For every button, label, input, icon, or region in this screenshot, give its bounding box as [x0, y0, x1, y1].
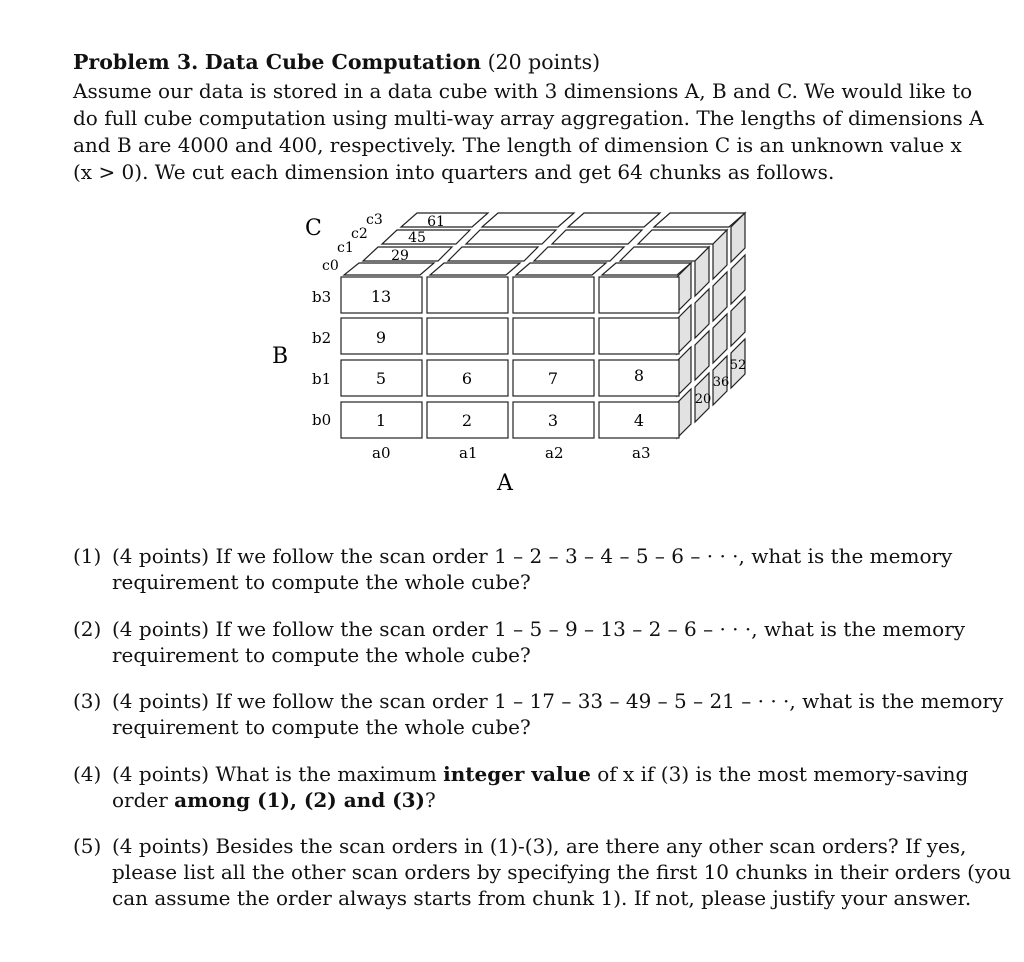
chunk-number: 1 [375, 411, 387, 430]
data-cube-figure [240, 200, 780, 500]
top-face [344, 263, 434, 275]
b-tick: b1 [312, 370, 332, 388]
problem-label: Problem 3. [73, 50, 199, 74]
question-number: (2) [73, 617, 102, 641]
side-face [695, 289, 709, 338]
problem-points: (20 points) [487, 50, 601, 74]
question-text: requirement to compute the whole cube? [112, 715, 531, 739]
side-face [713, 314, 727, 363]
question-text: order among (1), (2) and (3)? [112, 788, 436, 812]
top-face [382, 230, 470, 244]
top-face [482, 213, 574, 227]
intro-line-3: and B are 4000 and 400, respectively. The length of dimension C is an unknown value x [73, 133, 962, 157]
question-number: (1) [73, 544, 102, 568]
top-face [430, 263, 520, 275]
a-tick: a3 [632, 444, 651, 462]
chunk-number: 45 [408, 230, 426, 246]
top-face [534, 247, 624, 261]
top-face [448, 247, 538, 261]
side-face [713, 272, 727, 321]
dim-a-label: A [497, 471, 513, 496]
a-tick: a0 [372, 444, 391, 462]
b-tick: b3 [312, 288, 332, 306]
question-text: (4 points) If we follow the scan order 1 – 17 – 33 – 49 – 5 – 21 – · · ·, what is the memory [112, 689, 1004, 713]
chunk-number: 6 [461, 369, 473, 388]
chunk-number: 61 [427, 214, 445, 230]
chunk-number: 36 [712, 375, 730, 390]
c-tick: c1 [337, 240, 354, 256]
side-face [731, 255, 745, 304]
intro-line-1: Assume our data is stored in a data cube with 3 dimensions A, B and C. We would like to [73, 79, 973, 103]
front-face [427, 277, 508, 313]
c-tick: c3 [366, 212, 383, 228]
top-face [638, 230, 727, 244]
side-face [731, 297, 745, 346]
question-text: please list all the other scan orders by specifying the first 10 chunks in their orders (you [112, 860, 1012, 884]
front-face [513, 318, 594, 354]
c-tick: c0 [322, 258, 339, 274]
c-tick: c2 [351, 226, 368, 242]
chunk-number: 9 [375, 328, 387, 347]
question-text: requirement to compute the whole cube? [112, 643, 531, 667]
front-face [427, 318, 508, 354]
dim-c-label: C [305, 216, 322, 241]
question-number: (3) [73, 689, 102, 713]
a-tick: a2 [545, 444, 564, 462]
front-face [513, 277, 594, 313]
top-face [516, 263, 606, 275]
top-face [602, 263, 691, 275]
problem-heading [73, 50, 600, 74]
question-number: (4) [73, 762, 102, 786]
question-text: can assume the order always starts from chunk 1). If not, please justify your answer. [112, 886, 972, 910]
front-face [599, 318, 679, 354]
question-text: (4 points) Besides the scan orders in (1)-(3), are there any other scan orders? If yes, [112, 834, 967, 858]
chunk-number: 13 [370, 287, 392, 306]
dim-b-label: B [272, 344, 289, 369]
question-number: (5) [73, 834, 102, 858]
chunk-number: 4 [633, 411, 645, 430]
chunk-number: 20 [694, 392, 712, 407]
question-text: (4 points) What is the maximum integer value of x if (3) is the most memory-saving [112, 762, 969, 786]
chunk-number: 52 [729, 358, 747, 373]
chunk-number: 7 [547, 369, 559, 388]
chunk-number: 3 [547, 411, 559, 430]
top-face [552, 230, 642, 244]
intro-line-4: (x > 0). We cut each dimension into quarters and get 64 chunks as follows. [73, 160, 835, 184]
chunk-number: 8 [633, 366, 645, 385]
intro-line-2: do full cube computation using multi-way array aggregation. The lengths of dimensions A [73, 106, 984, 130]
b-tick: b2 [312, 329, 332, 347]
question-text: (4 points) If we follow the scan order 1 – 5 – 9 – 13 – 2 – 6 – · · ·, what is the memory [112, 617, 966, 641]
question-text: (4 points) If we follow the scan order 1 – 2 – 3 – 4 – 5 – 6 – · · ·, what is the memory [112, 544, 953, 568]
problem-title: Data Cube Computation [204, 50, 482, 74]
chunk-number: 2 [461, 411, 473, 430]
top-face [568, 213, 660, 227]
top-face [620, 247, 709, 261]
top-face [654, 213, 745, 227]
b-tick: b0 [312, 411, 332, 429]
chunk-number: 29 [391, 248, 409, 264]
top-face [466, 230, 556, 244]
chunk-number: 5 [375, 369, 387, 388]
side-face [695, 331, 709, 380]
question-text: requirement to compute the whole cube? [112, 570, 531, 594]
a-tick: a1 [459, 444, 478, 462]
front-face [599, 277, 679, 313]
